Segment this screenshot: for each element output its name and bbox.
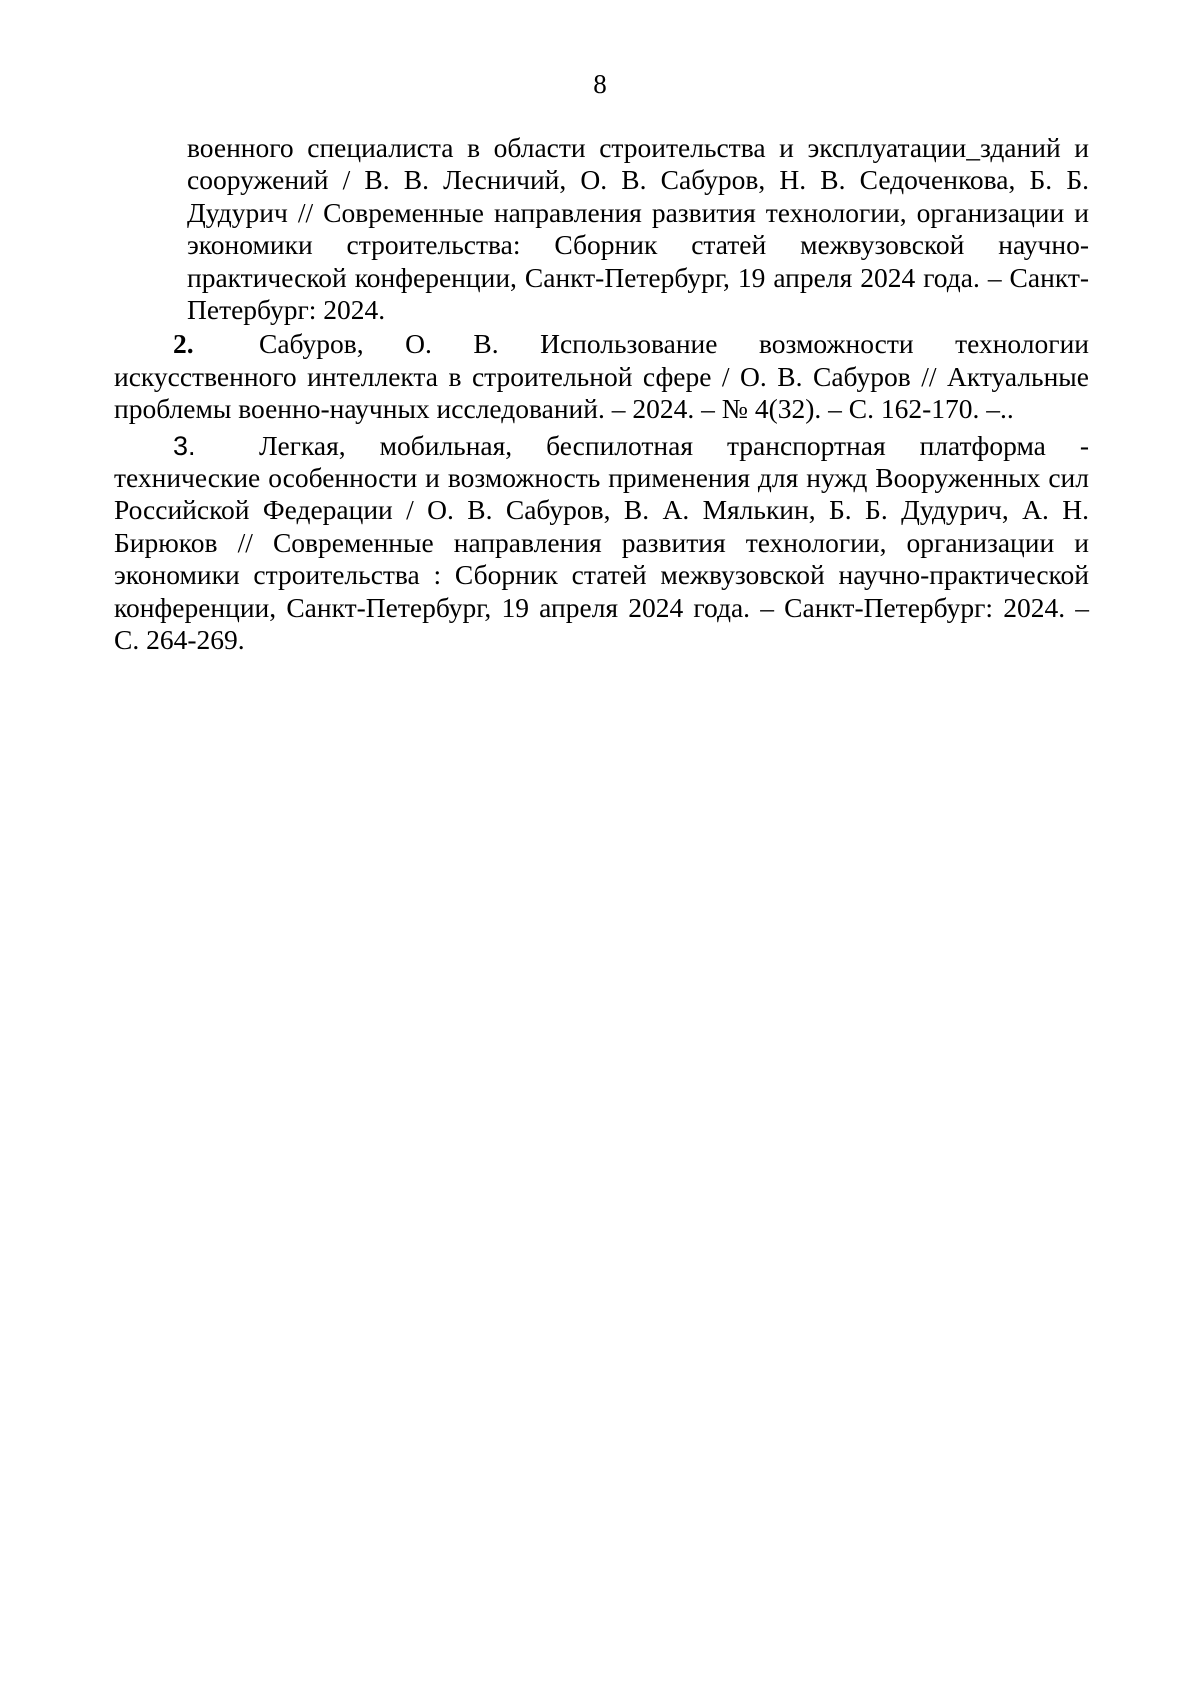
reference-continuation <box>114 132 1089 326</box>
reference-text: военного специалиста в области строительства и эксплуатации_зданий и сооружений / В. В. Лесничий, О. В. Сабуров, Н. В. Седоченкова, Б. Б. Дудурич // Современные направления развития технологии, организации и экономики строительства: Сборник статей межвузовской научно-практической конференции, Санкт-Петербург, 19 апреля 2024 года. – Санкт-Петербург: 2024. <box>187 132 1089 326</box>
reference-item-2 <box>114 328 1089 425</box>
reference-item-3 <box>114 430 1089 657</box>
reference-list <box>114 132 1089 657</box>
reference-text: Сабуров, О. В. Использование возможности технологии искусственного интеллекта в строительной сфере / О. В. Сабуров // Актуальные проблемы военно-научных исследований. – 2024. – № 4(32). – С. 162-170. –.. <box>114 328 1089 425</box>
reference-text: Легкая, мобильная, беспилотная транспортная платформа - технические особенности и возможность применения для нужд Вооруженных сил Российской Федерации / О. В. Сабуров, В. А. Мялькин, Б. Б. Дудурич, А. Н. Бирюков // Современные направления развития технологии, организации и экономики строительства : Сборник статей межвузовской научно-практической конференции, Санкт-Петербург, 19 апреля 2024 года. – Санкт-Петербург: 2024. – С. 264-269. <box>114 429 1089 656</box>
reference-number: 2. <box>173 328 194 360</box>
page-number: 8 <box>593 69 607 99</box>
reference-number: 3. <box>173 430 196 461</box>
